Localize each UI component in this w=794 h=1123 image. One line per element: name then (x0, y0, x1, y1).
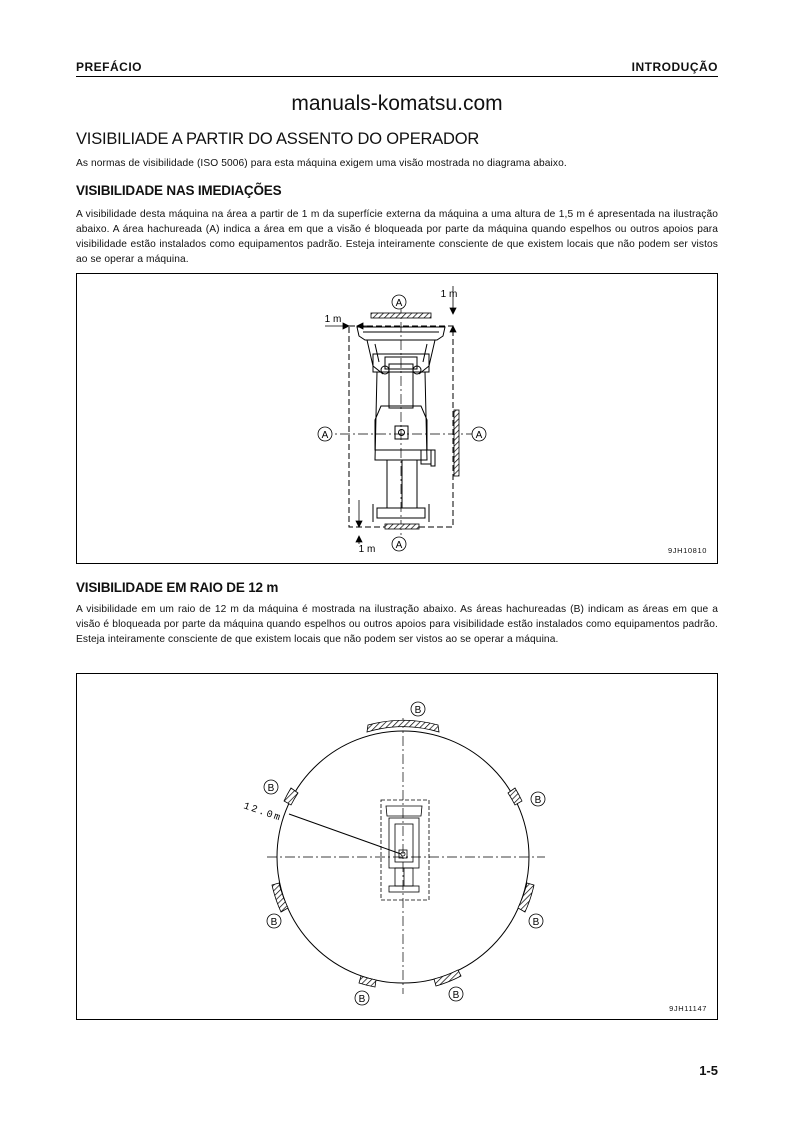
zone-label-a: A (395, 298, 403, 309)
radius-label: 12.0m (241, 801, 284, 825)
radius-visibility-diagram (77, 674, 719, 1021)
blind-zone-left-rear (272, 883, 288, 912)
figure-12m-visibility (76, 673, 718, 1020)
watermark-text: manuals-komatsu.com (291, 92, 503, 115)
section2-heading: VISIBILIDADE EM RAIO DE 12 m (76, 580, 279, 595)
section2-paragraph: A visibilidade em um raio de 12 m da máquina é mostrada na ilustração abaixo. As áreas hachureadas (B) indicam as áreas em que a visão é bloqueada por parte da máquina quando espelhos ou outros apoios para visibilidade estão instalados como equipamentos padrão. Esteja inteiramente consciente de que existem locais que não podem ser vistos ao se operar a máquina. (76, 604, 718, 645)
section1-paragraph: A visibilidade desta máquina na área a partir de 1 m da superfície externa da máquina a uma altura de 1,5 m é apresentada na ilustração abaixo. A área hachureada (A) indica a área em que a visão é bloqueada por parte da máquina quando espelhos ou outros apoios para visibilidade estão instalados como equipamentos padrão. Esteja inteiramente consciente de que existem locais que não podem ser vistos ao se operar a máquina. (76, 209, 718, 265)
zone-label-a: A (321, 430, 329, 441)
zone-label-a: A (475, 430, 483, 441)
intro-paragraph: As normas de visibilidade (ISO 5006) para esta máquina exigem uma visão mostrada no diagrama abaixo. (76, 158, 567, 169)
zone-label-b: B (452, 990, 460, 1001)
machine-top-view-diagram (77, 274, 719, 565)
blind-zone-right-rear (518, 883, 534, 912)
page-number: 1-5 (699, 1063, 718, 1078)
page-title: VISIBILIADE A PARTIR DO ASSENTO DO OPERADOR (76, 130, 480, 148)
zone-label-b: B (534, 795, 542, 806)
header-section-left: PREFÁCIO (76, 60, 143, 74)
blind-zone-rear-left (359, 976, 376, 987)
distance-label: 1 m (358, 544, 376, 555)
zone-label-b: B (267, 783, 275, 794)
blind-zone-front (371, 313, 431, 318)
header-rule (76, 76, 718, 77)
zone-label-b: B (532, 917, 540, 928)
blind-zone-front-arc (367, 720, 439, 732)
distance-label: 1 m (440, 289, 458, 300)
blind-zone-right (454, 410, 459, 476)
zone-label-a: A (395, 540, 403, 551)
header-section-right: INTRODUÇÃO (631, 60, 718, 74)
zone-label-b: B (270, 917, 278, 928)
blind-zone-rear (385, 524, 419, 529)
zone-label-b: B (358, 994, 366, 1005)
section1-heading: VISIBILIDADE NAS IMEDIAÇÕES (76, 183, 282, 198)
distance-label: 1 m (324, 314, 342, 325)
figure-immediate-visibility (76, 273, 718, 564)
figure-code: 9JH11147 (669, 1004, 707, 1013)
zone-label-b: B (414, 705, 422, 716)
blind-zone-rear-right (434, 970, 461, 986)
figure-code: 9JH10810 (668, 546, 707, 555)
